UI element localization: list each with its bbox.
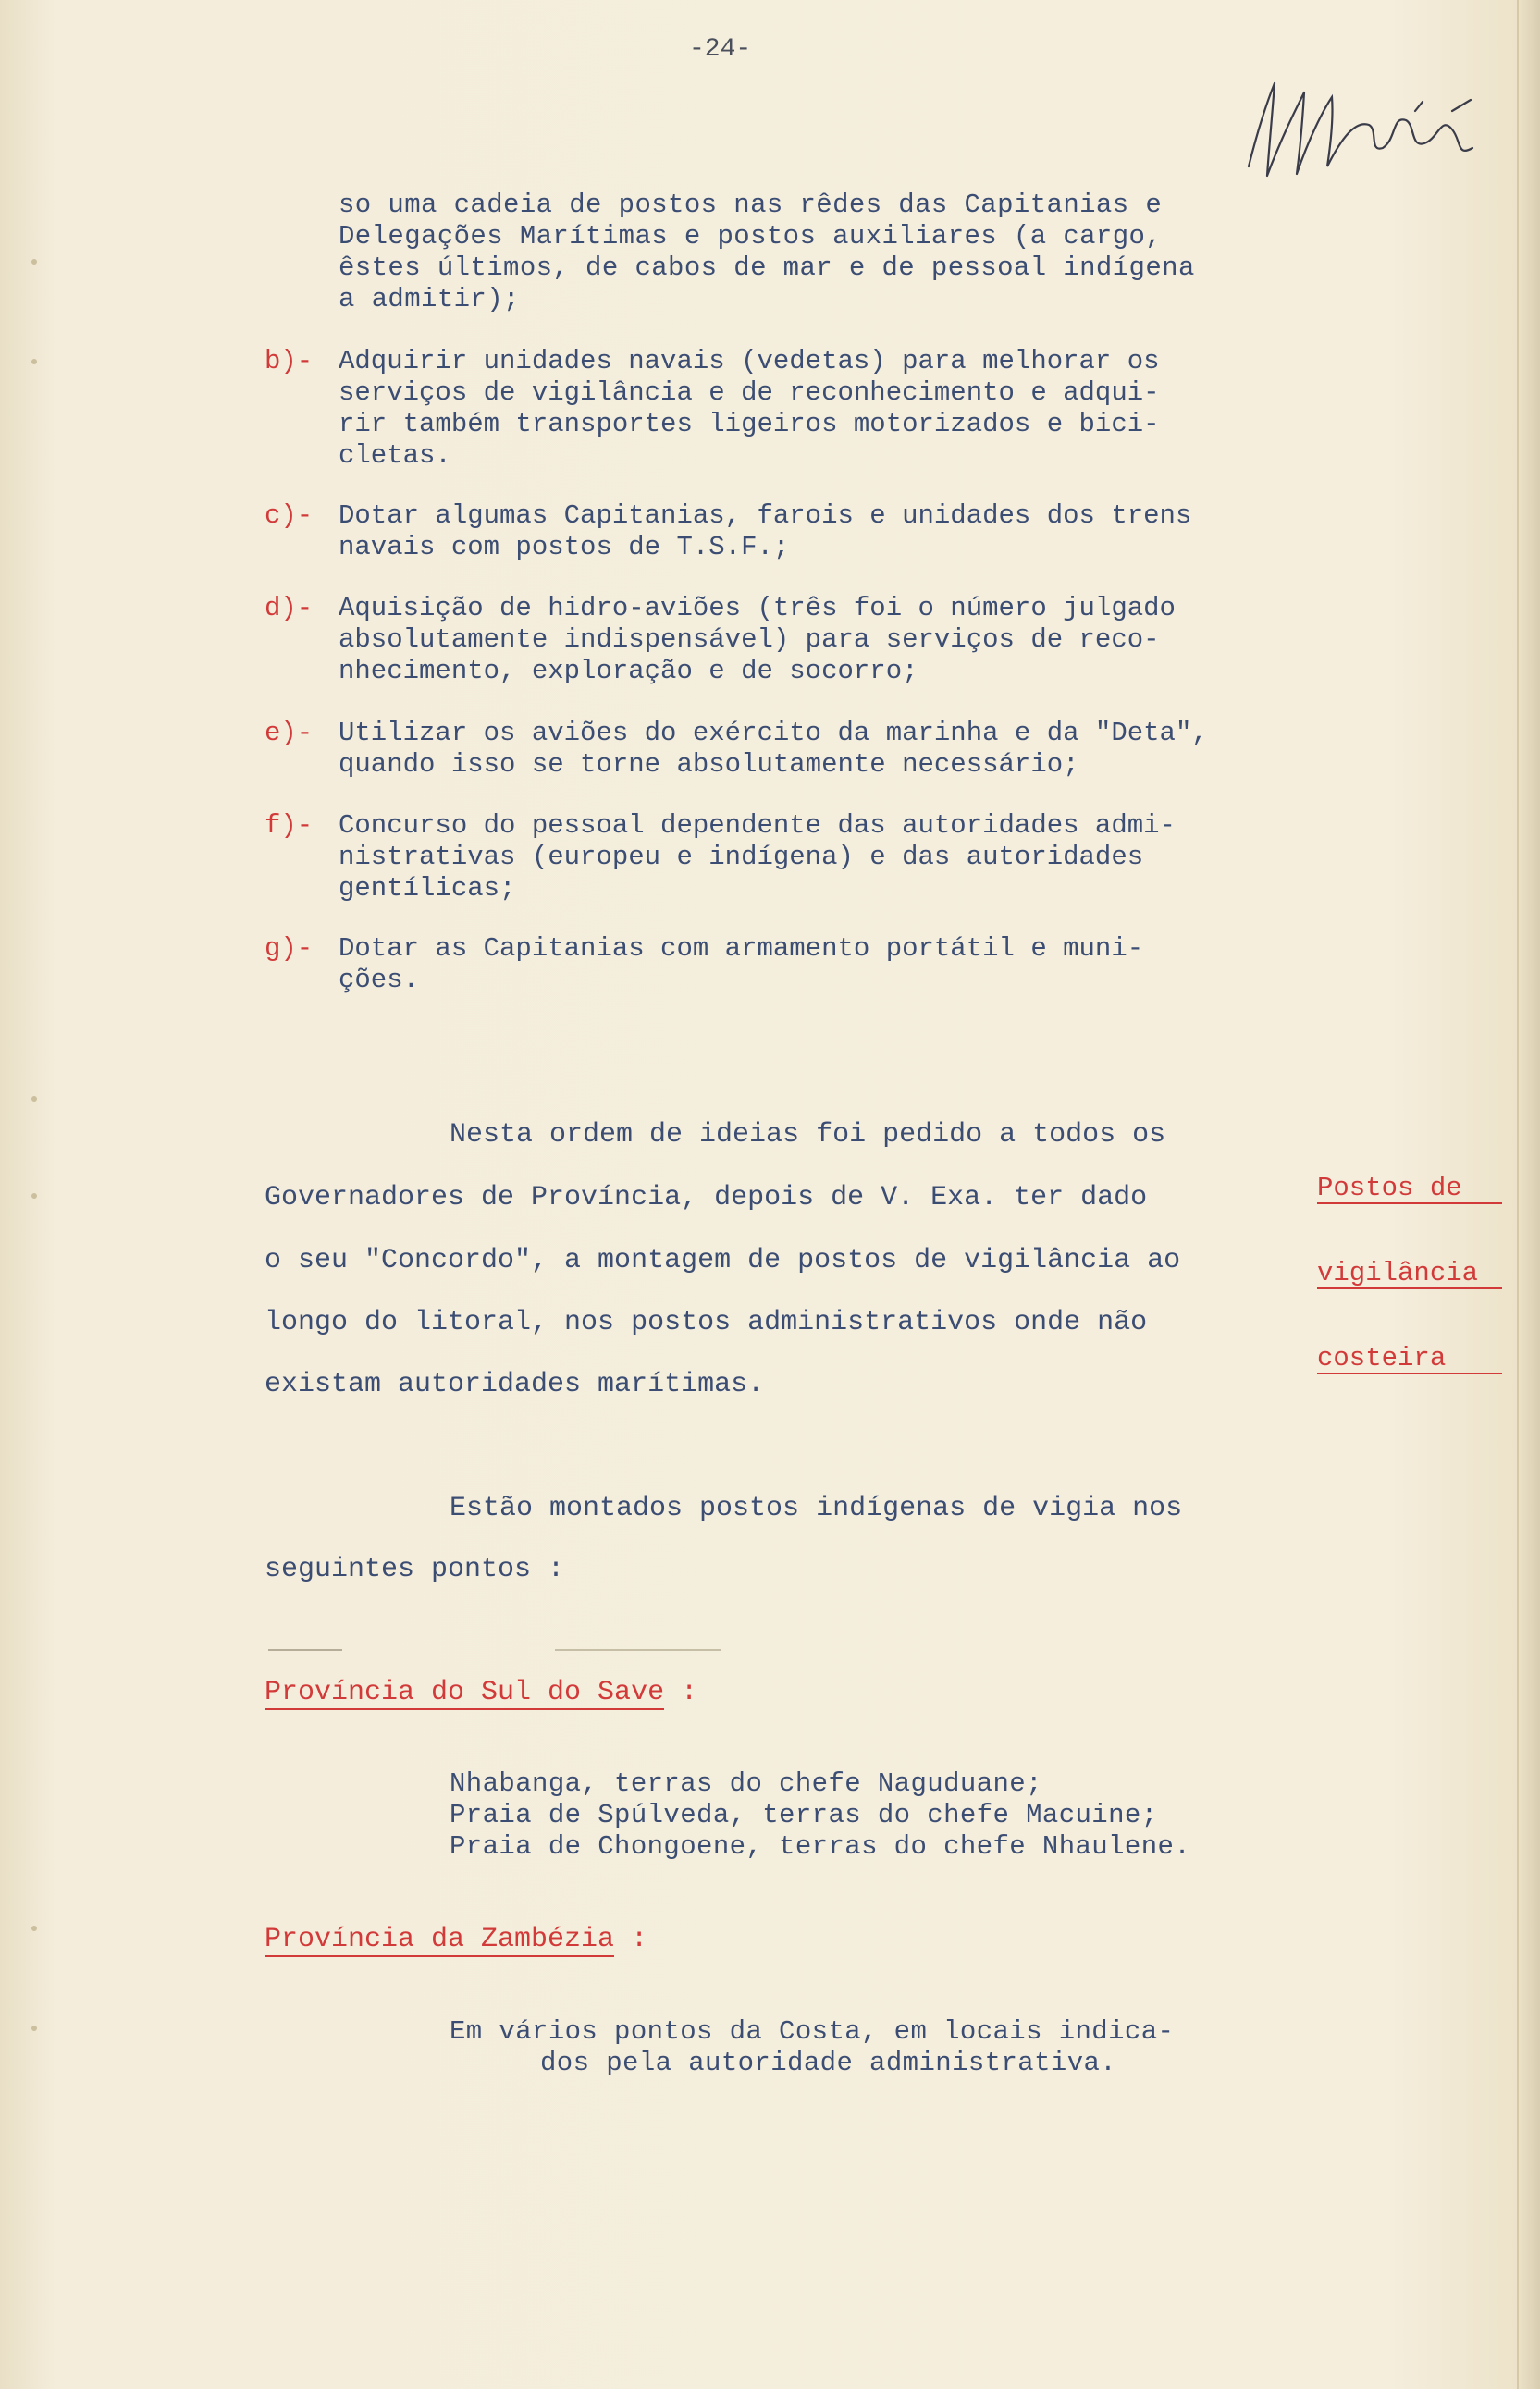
- handwritten-signature: [1230, 74, 1489, 185]
- paragraph-line: o seu "Concordo", a montagem de postos de vigilância ao: [265, 1245, 1181, 1276]
- list-item-line: ções.: [339, 965, 420, 995]
- section-heading-colon: :: [614, 1924, 648, 1955]
- list-item-label: d)-: [265, 593, 314, 623]
- margin-note-line: costeira: [1317, 1345, 1502, 1374]
- paragraph-line: longo do litoral, nos postos administrativos onde não: [265, 1307, 1148, 1338]
- page-number: -24-: [689, 35, 752, 64]
- location-line: Praia de Spúlveda, terras do chefe Macuine;: [450, 1800, 1158, 1830]
- list-item-line: rir também transportes ligeiros motorizados e bici-: [339, 409, 1160, 439]
- binding-hole: [31, 1193, 37, 1199]
- list-item-line: quando isso se torne absolutamente necessário;: [339, 749, 1079, 780]
- margin-note-line: vigilância: [1317, 1260, 1502, 1289]
- binding-hole: [31, 1926, 37, 1931]
- paragraph-line: seguintes pontos :: [265, 1554, 565, 1585]
- section-heading-text: Província da Zambézia: [265, 1924, 615, 1955]
- list-item-label: f)-: [265, 810, 314, 841]
- body-line: a admitir);: [339, 284, 520, 314]
- paragraph-line: Governadores de Província, depois de V. Exa. ter dado: [265, 1182, 1148, 1213]
- body-line: êstes últimos, de cabos de mar e de pessoal indígena: [339, 252, 1195, 283]
- paragraph-line: existam autoridades marítimas.: [265, 1369, 765, 1400]
- list-item-line: absolutamente indispensável) para serviços de reco-: [339, 624, 1160, 655]
- list-item-line: nistrativas (europeu e indígena) e das autoridades: [339, 842, 1144, 872]
- list-item-label: c)-: [265, 500, 314, 531]
- location-line: Praia de Chongoene, terras do chefe Nhaulene.: [450, 1831, 1191, 1862]
- location-line: dos pela autoridade administrativa.: [540, 2048, 1117, 2078]
- paragraph-line: Nesta ordem de ideias foi pedido a todos os: [450, 1119, 1166, 1151]
- list-item-line: Aquisição de hidro-aviões (três foi o número julgado: [339, 593, 1176, 623]
- list-item-line: Adquirir unidades navais (vedetas) para melhorar os: [339, 346, 1160, 376]
- paragraph-line: Estão montados postos indígenas de vigia nos: [450, 1493, 1183, 1524]
- body-line: Delegações Marítimas e postos auxiliares (a cargo,: [339, 221, 1163, 252]
- list-item-line: Dotar algumas Capitanias, farois e unidades dos trens: [339, 500, 1192, 531]
- section-heading: [265, 1923, 647, 1956]
- section-heading-colon: :: [664, 1677, 698, 1708]
- list-item-line: Concurso do pessoal dependente das autoridades admi-: [339, 810, 1176, 841]
- binding-hole: [31, 359, 37, 364]
- list-item-line: gentílicas;: [339, 873, 516, 904]
- list-item-line: nhecimento, exploração e de socorro;: [339, 656, 918, 686]
- section-heading: [265, 1676, 697, 1709]
- margin-note: [1317, 1119, 1502, 1402]
- margin-note-line: Postos de: [1317, 1175, 1502, 1204]
- list-item-label: g)-: [265, 933, 314, 964]
- binding-hole: [31, 259, 37, 265]
- list-item-line: navais com postos de T.S.F.;: [339, 532, 790, 562]
- list-item-line: Dotar as Capitanias com armamento portátil e muni-: [339, 933, 1144, 964]
- location-line: Em vários pontos da Costa, em locais indica-: [450, 2016, 1175, 2047]
- binding-hole: [31, 1096, 37, 1102]
- list-item-line: cletas.: [339, 440, 451, 471]
- faint-rule: [555, 1649, 721, 1651]
- list-item-label: b)-: [265, 346, 314, 376]
- list-item-line: Utilizar os aviões do exército da marinha e da "Deta",: [339, 718, 1208, 748]
- list-item-label: e)-: [265, 718, 314, 748]
- location-line: Nhabanga, terras do chefe Naguduane;: [450, 1768, 1042, 1799]
- binding-hole: [31, 2026, 37, 2031]
- faint-rule: [268, 1649, 342, 1651]
- body-line: so uma cadeia de postos nas rêdes das Capitanias e: [339, 190, 1163, 220]
- page-edge: [1517, 0, 1519, 2389]
- list-item-line: serviços de vigilância e de reconhecimento e adqui-: [339, 377, 1160, 408]
- section-heading-text: Província do Sul do Save: [265, 1677, 665, 1708]
